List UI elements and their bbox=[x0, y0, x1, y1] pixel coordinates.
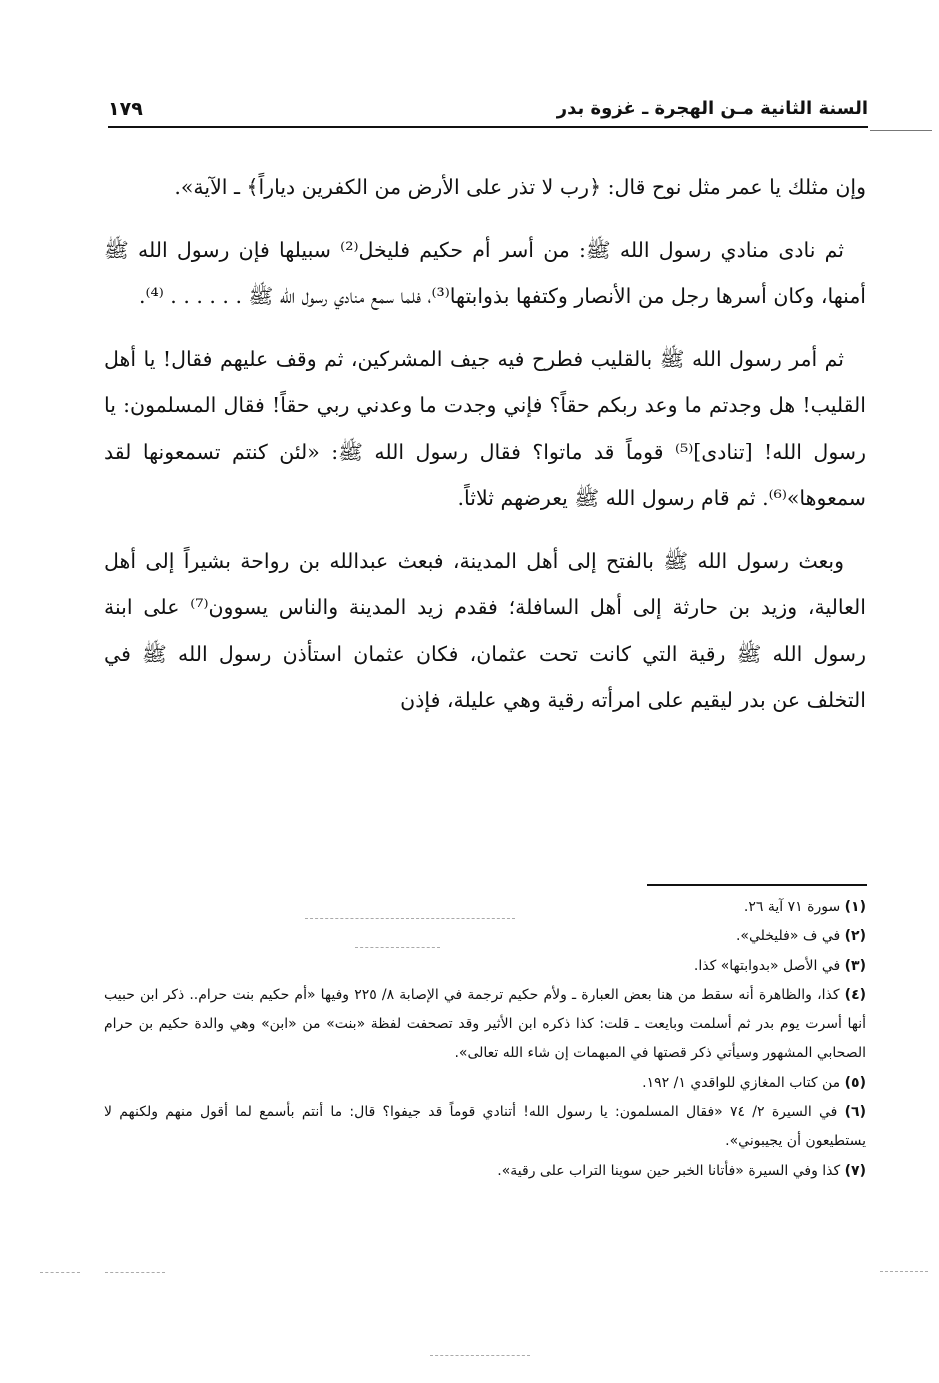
paragraph-4: وبعث رسول الله ﷺ بالفتح إلى أهل المدينة، فبعث عبدالله بن رواحة بشيراً إلى أهل العالية، وزيد بن حارثة إلى أهل السافلة؛ فقدم زيد المدينة والناس يسوون⁽⁷⁾ على ابنة رسول الله ﷺ رقية التي كانت تحت عثمان، فكان عثمان استأذن رسول الله ﷺ في التخلف عن بدر ليقيم على امرأته رقية وهي عليلة، فإذن bbox=[104, 548, 866, 712]
footnote-text: كذا، والظاهرة أنه سقط من هنا بعض العبارة ـ ولأم حكيم ترجمة في الإصابة ٨/ ٢٢٥ وفيها «أم حكيم بنت حرام.. ذكر ابن حبيب أنها أسرت يوم بدر ثم أسلمت وبايعت ـ قلت: كذا ذكره ابن الأثير وقد تصحفت لفظة «بنت» من «ابن» وهي والدة حكيم بن حرام الصحابي المشهور وسيأتي ذكر قصتها في المبهمات إن شاء الله تعالى». bbox=[104, 986, 866, 1062]
running-header bbox=[108, 96, 868, 128]
header-side-rule bbox=[870, 130, 932, 131]
footnotes bbox=[104, 893, 866, 1186]
scan-artifact-line bbox=[105, 1272, 165, 1273]
footnote-2 bbox=[104, 922, 866, 951]
scan-artifact-line bbox=[355, 947, 440, 948]
paragraph-1: وإن مثلك يا عمر مثل نوح قال: ﴿رب لا تذر على الأرض من الكفرين دياراً﴾ ـ الآية». bbox=[174, 175, 866, 199]
scan-artifact-line bbox=[880, 1271, 928, 1272]
footnote-separator bbox=[647, 884, 867, 886]
footnote-number: (٦) bbox=[844, 1104, 866, 1121]
footnote-number: (١) bbox=[844, 899, 866, 915]
footnote-4 bbox=[104, 981, 866, 1069]
footnote-text: في الأصل «بدوابتها» كذا. bbox=[693, 957, 841, 974]
footnote-3 bbox=[104, 952, 866, 981]
footnote-6 bbox=[104, 1098, 866, 1157]
scan-artifact-line bbox=[40, 1272, 80, 1273]
footnote-text: كذا وفي السيرة «فأتانا الخبر حين سوينا التراب على رقية». bbox=[497, 1162, 841, 1179]
footnote-text: في ف «فليخلي». bbox=[735, 928, 841, 945]
scan-artifact-line bbox=[430, 1355, 530, 1356]
footnote-number: (٢) bbox=[844, 928, 866, 945]
footnote-text: سورة ٧١ آية ٢٦. bbox=[743, 899, 841, 915]
page-number: ١٧٩ bbox=[108, 98, 143, 120]
paragraph-3: ثم أمر رسول الله ﷺ بالقليب فطرح فيه جيف المشركين، ثم وقف عليهم فقال! يا أهل القليب! هل وجدتم ما وعد ربكم حقاً؟ فإني وجدت ما وعدني ربي حقاً! فقال المسلمون: يا رسول الله! [تنادى]⁽⁵⁾ قوماً قد ماتوا؟ فقال رسول الله ﷺ: «لئن كنتم تسمعونها لقد سمعوها»⁽⁶⁾. ثم قام رسول الله ﷺ يعرضهم ثلاثاً. bbox=[104, 346, 866, 510]
main-text bbox=[104, 164, 866, 740]
footnote-number: (٥) bbox=[844, 1074, 866, 1091]
footnote-number: (٣) bbox=[844, 957, 866, 974]
footnote-text: في السيرة ٢/ ٧٤ «فقال المسلمون: يا رسول الله! أتنادي قوماً قد جيفوا؟ قال: ما أنتم بأسمع لما أقول منهم ولكنهم لا يستطيعون أن يجيبوني». bbox=[104, 1104, 866, 1150]
footnote-5 bbox=[104, 1069, 866, 1098]
footnote-7 bbox=[104, 1157, 866, 1186]
footnote-text: من كتاب المغازي للواقدي ١/ ١٩٢. bbox=[642, 1074, 841, 1091]
paragraph-2: ثم نادى منادي رسول الله ﷺ: من أسر أم حكيم فليخل⁽²⁾ سبيلها فإن رسول الله ﷺ أمنها، وكان أسرها رجل من الأنصار وكتفها بذوابتها⁽³⁾، فلما سمع منادي رسول الله ﷺ . . . . . . ⁽⁴⁾. bbox=[104, 237, 866, 308]
scan-artifact-line bbox=[305, 918, 515, 919]
header-title: السنة الثانية مـن الهجرة ـ غزوة بدر bbox=[556, 98, 868, 119]
footnote-number: (٧) bbox=[844, 1162, 866, 1179]
footnote-number: (٤) bbox=[844, 986, 867, 1003]
